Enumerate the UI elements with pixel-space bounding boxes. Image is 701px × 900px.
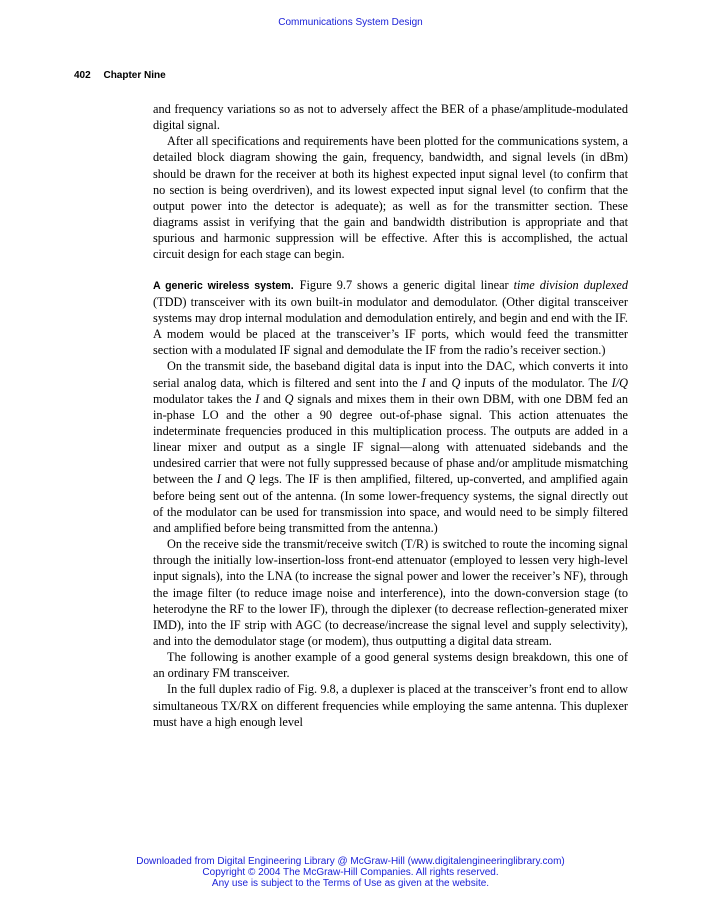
text-run: legs. The IF is then amplified, filtered, up-converted, and amplified again before being sent out of the antenna. (In some lower-frequency systems, the signal directly out of the modulator can be used for transmission into space, and would need to be simply filtered and amplified before being transmitted from the antenna.) [153,472,628,535]
running-head [74,70,166,81]
paragraph-full-duplex: In the full duplex radio of Fig. 9.8, a duplexer is placed at the transceiver’s front end to allow simultaneous TX/RX on different frequencies while employing the same antenna. This duplexer must have a high enough level [153,682,628,729]
paragraph-block-diagrams: After all specifications and requirements have been plotted for the communications system, a detailed block diagram showing the gain, frequency, bandwidth, and signal levels (in dBm) should be drawn for the receiver at both its highest expected input signal level (to confirm that no section is being overdriven), and its lowest expected input signal level (to confirm that the output power into the detector is adequate); as well as for the transmitter section. These diagrams assist in verifying that the gain and bandwidth distribution is appropriate and that spurious and harmonic suppression will be effective. After this is accomplished, the actual circuit design for each stage can begin. [153,134,628,262]
paragraph-generic-wireless-system [153,277,628,359]
body-text [153,101,628,730]
text-run: Figure 9.7 shows a generic digital linear [299,277,514,292]
book-title-link[interactable]: Communications System Design [278,17,423,28]
emphasis-term: Q [451,375,461,390]
footer-download-link[interactable]: Downloaded from Digital Engineering Library @ McGraw-Hill (www.digitalengineeringlibrary.com) [136,856,565,867]
text-run: and [425,375,452,390]
paragraph-continued: and frequency variations so as not to adversely affect the BER of a phase/amplitude-modulated digital signal. [153,102,628,133]
paragraph-fm-example: The following is another example of a good general systems design breakdown, this one of an ordinary FM transceiver. [153,650,628,681]
footer-notice [0,856,701,889]
text-run: inputs of the modulator. The [460,375,612,390]
emphasis-term: Q [246,472,256,487]
text-run: signals and mixes them in their own DBM, with one DBM fed an in-phase LO and the other a 90 degree out-of-phase signal. This action attenuates the indeterminate frequencies produced in this multiplication process. The outputs are added in a linear mixer and output as a single IF signal—along with attenuated sidebands and the undesired carrier that were not fully suppressed because of phase and/or amplitude mismatching between the [153,391,628,487]
text-run: and [259,391,285,406]
paragraph-receive-side: On the receive side the transmit/receive switch (T/R) is switched to route the incoming signal through the initially low-insertion-loss front-end attenuator (employed to lessen very high-level input signals), into the LNA (to increase the signal power and lower the receiver’s NF), through the image filter (to reduce image noise and interference), into the down-conversion stage (to heterodyne the RF to the lower IF), through the diplexer (to decrease reflection-generated mixer IMD), into the IF strip with AGC (to decrease/increase the signal level and supply selectivity), and into the demodulator stage (or modem), thus outputting a digital data stream. [153,537,628,648]
footer-copyright: Copyright © 2004 The McGraw-Hill Companies. All rights reserved. [202,867,499,878]
emphasis-term: Q [284,391,294,406]
text-run: and [220,472,247,487]
emphasis-term: I [421,375,426,390]
emphasis-term: I [216,472,221,487]
emphasis-term: time division duplexed [513,277,628,292]
section-runin-heading: A generic wireless system. [153,279,294,292]
text-run: modulator takes the [153,391,256,406]
chapter-label: Chapter Nine [103,70,166,81]
page-number: 402 [74,70,91,81]
text-run: On the transmit side, the baseband digital data is input into the DAC, which converts it into serial analog data, which is filtered and sent into the [153,359,628,390]
text-run: (TDD) transceiver with its own built-in modulator and demodulator. (Other digital transceiver systems may drop internal modulation and demodulation entirely, and begin and end with the IF. A modem would be placed at the transceiver’s IF ports, which would feed the transmitter section with a modulated IF signal and demodulate the IF from the radio’s receiver section.) [153,294,628,358]
emphasis-term: I/Q [611,375,628,390]
footer-terms-link[interactable]: Any use is subject to the Terms of Use as given at the website. [211,878,490,889]
emphasis-term: I [255,391,260,406]
paragraph-transmit-side [153,358,628,536]
